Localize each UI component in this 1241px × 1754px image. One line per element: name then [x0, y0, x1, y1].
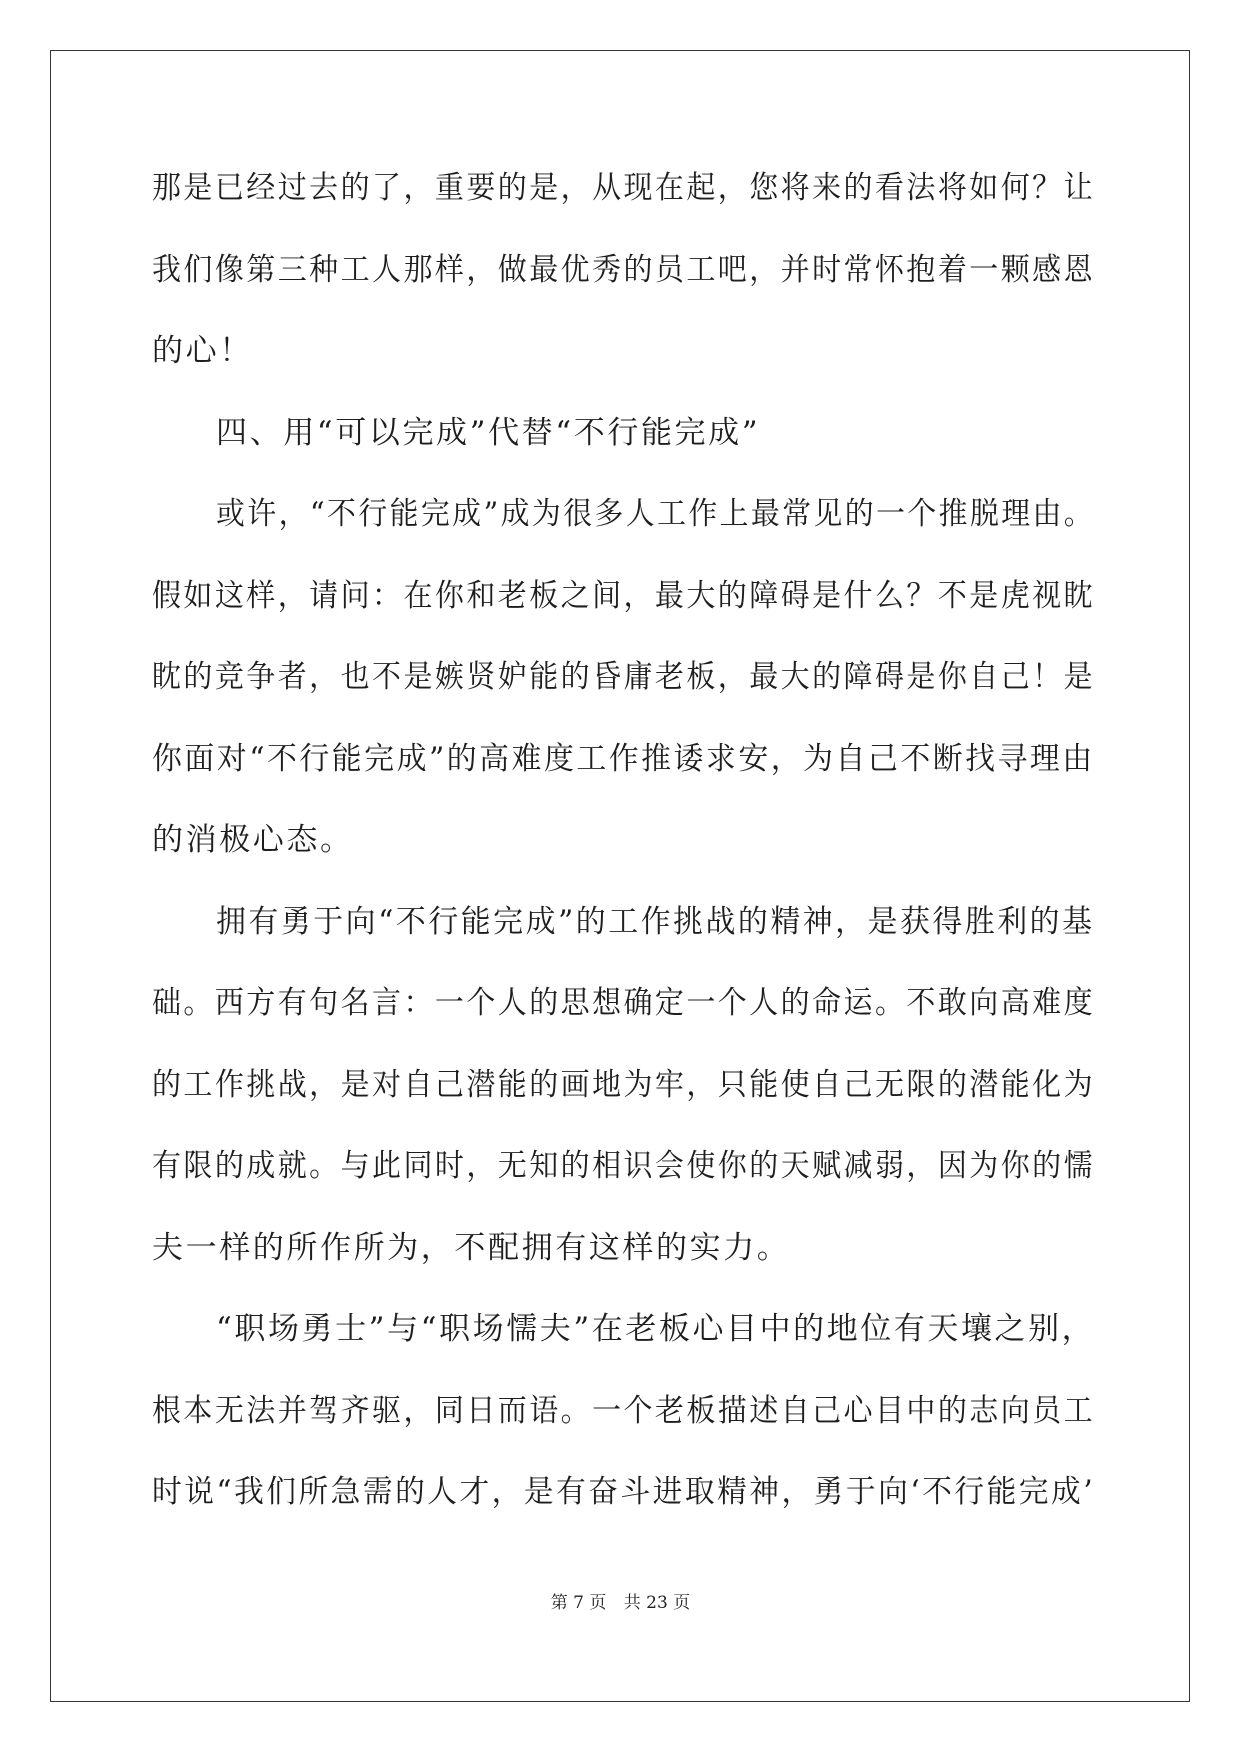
text-line: 础。西方有句名言：一个人的思想确定一个人的命运。不敢向高难度 [152, 985, 1095, 1021]
page-footer [0, 1591, 1241, 1615]
text-line: 眈的竞争者，也不是嫉贤妒能的昏庸老板，最大的障碍是你自己！是 [152, 659, 1095, 695]
text-line: 那是已经过去的了，重要的是，从现在起，您将来的看法将如何？让 [152, 170, 1095, 206]
text-line: 假如这样，请问：在你和老板之间，最大的障碍是什么？不是虎视眈 [152, 578, 1095, 614]
text-line: 你面对“不行能完成”的高难度工作推诿求安，为自己不断找寻理由 [152, 741, 1095, 777]
section-heading: 四、用“可以完成”代替“不行能完成” [216, 415, 761, 451]
text-line: 或许，“不行能完成”成为很多人工作上最常见的一个推脱理由。 [216, 496, 1096, 532]
text-line: 我们像第三种工人那样，做最优秀的员工吧，并时常怀抱着一颗感恩 [152, 252, 1095, 288]
text-line: 夫一样的所作所为，不配拥有这样的实力。 [152, 1230, 791, 1266]
text-line: 有限的成就。与此同时，无知的相识会使你的天赋减弱，因为你的懦 [152, 1148, 1095, 1184]
text-line: 的心！ [152, 333, 253, 369]
page-total: 共 23 页 [623, 1593, 691, 1613]
text-line: “职场勇士”与“职场懦夫”在老板心目中的地位有天壤之别， [216, 1311, 1096, 1347]
text-line: 的工作挑战，是对自己潜能的画地为牢，只能使自己无限的潜能化为 [152, 1067, 1095, 1103]
text-line: 时说“我们所急需的人才，是有奋斗进取精神，勇于向‘不行能完成’ [152, 1474, 1096, 1510]
page-frame [50, 50, 1190, 1702]
text-line: 拥有勇于向“不行能完成”的工作挑战的精神，是获得胜利的基 [216, 904, 1095, 940]
page-number: 第 7 页 [550, 1593, 607, 1613]
text-line: 根本无法并驾齐驱，同日而语。一个老板描述自己心目中的志向员工 [152, 1393, 1095, 1429]
text-line: 的消极心态。 [152, 822, 354, 858]
